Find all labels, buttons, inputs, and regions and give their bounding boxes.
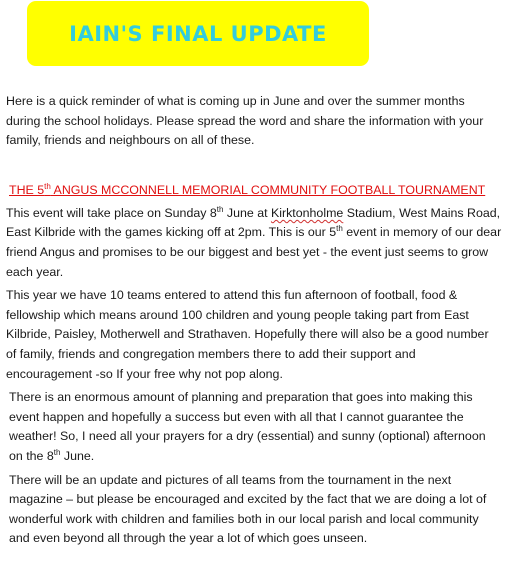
document-body bbox=[6, 92, 502, 553]
weather-ordinal: th bbox=[53, 447, 61, 457]
event-text-3: Stadium, West Mains Road, East Kilbride with the games kicking off at 2pm. This is our 5 bbox=[6, 205, 501, 240]
weather-text-2: June. bbox=[60, 448, 95, 463]
teams-paragraph: This year we have 10 teams entered to attend this fun afternoon of football, food & fellowship which means around 100 children and young people taking part from East Kilbride, Paisley, Motherwell and Strathaven. Hopefully there will also be a good number of family, friends and congregation members there to add their support and encouragement -so If your free why not pop along. bbox=[6, 288, 489, 381]
section-heading bbox=[6, 181, 502, 200]
date-ordinal: th bbox=[216, 204, 224, 214]
event-text-1: This event will take place on Sunday 8 bbox=[6, 205, 217, 220]
event-details-paragraph bbox=[6, 204, 502, 282]
event-text-2: June at bbox=[223, 205, 271, 220]
page-title: IAIN'S FINAL UPDATE bbox=[69, 21, 327, 46]
update-paragraph: There will be an update and pictures of all teams from the tournament in the next magazine – but please be encouraged and excited by the fact that we are doing a lot of wonderful work with children and families both in our local parish and local community and even beyond all through the year a lot of which goes unseen. bbox=[9, 472, 487, 546]
intro-paragraph: Here is a quick reminder of what is coming up in June and over the summer months during the school holidays. Please spread the word and share the information with your family, friends and neighbours on all of these. bbox=[6, 94, 484, 148]
title-banner bbox=[27, 1, 369, 66]
heading-ordinal: th bbox=[44, 181, 51, 191]
venue-name-spellcheck: Kirktonholme bbox=[270, 205, 344, 220]
weather-paragraph bbox=[6, 388, 502, 466]
weather-text-1: There is an enormous amount of planning and preparation that goes into making this event happen and hopefully a success but even with all that I cannot guarantee the weather! So, I need all your prayers for a dry (essential) and sunny (optional) afternoon on the 8 bbox=[9, 390, 486, 463]
heading-text-end: ANGUS MCCONNELL MEMORIAL COMMUNITY FOOTBALL TOURNAMENT bbox=[50, 182, 486, 197]
event-ordinal: th bbox=[336, 224, 343, 234]
event-text-4: event in memory of our dear friend Angus and promises to be our biggest and best yet - the event just seems to grow each year. bbox=[6, 225, 502, 279]
heading-text-start: THE 5 bbox=[9, 182, 45, 197]
